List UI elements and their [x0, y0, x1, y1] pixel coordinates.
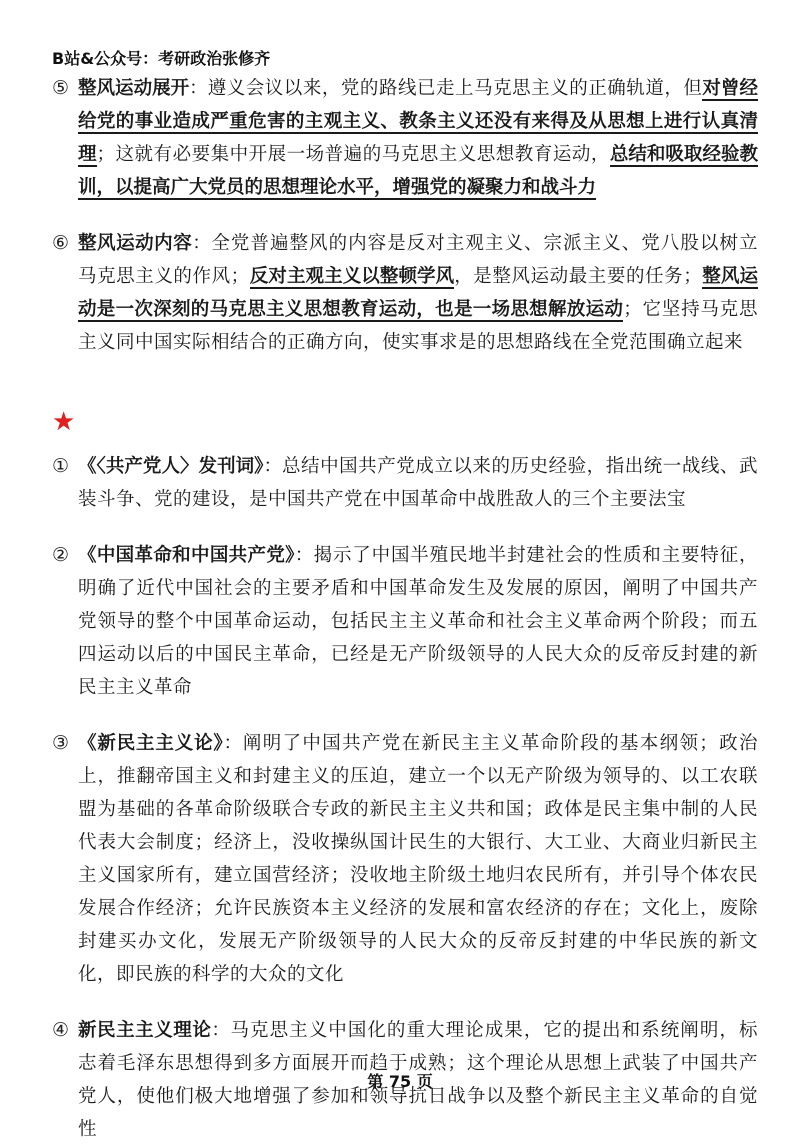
- body-text: 揭示了中国半殖民地半封建社会的性质和主要特征，明确了近代中国社会的主要矛盾和中国革命发生及发展的原因，阐明了中国共产党领导的整个中国革命运动，包括民主主义革命和社会主义革命两个阶段；而五四运动以后的中国民主革命，已经是无产阶级领导的人民大众的反帝反封建的新民主主义革命: [78, 545, 758, 698]
- page-content: [52, 72, 758, 1146]
- item-number: ⑥: [52, 232, 70, 254]
- item-title: 《新民主主义论》: [78, 733, 224, 754]
- body-text: 阐明了中国共产党在新民主主义革命阶段的基本纲领；政治上，推翻帝国主义和封建主义的压迫，建立一个以无产阶级为领导的、以工农联盟为基础的各革命阶级联合专政的新民主主义共和国；政体是民主集中制的人民代表大会制度；经济上，没收操纵国计民生的大银行、大工业、大商业归新民主主义国家所有，建立国营经济；没收地主阶级土地归农民所有，并引导个体农民发展合作经济；允许民族资本主义经济的发展和富农经济的存在；文化上，废除封建买办文化，发展无产阶级领导的人民大众的反帝反封建的中华民族的新文化，即民族的科学的大众的文化: [78, 733, 758, 985]
- body-text: ；它坚持马克思主义同中国实际相结合的正确方向，使实事求是的思想路线在全党范围确立起来: [78, 299, 758, 353]
- body-text: 总结中国共产党成立以来的历史经验，指出统一战线、武装斗争、党的建设，是中国共产党在中国革命中战胜敌人的三个主要法宝: [78, 456, 758, 510]
- item-number: ③: [52, 732, 70, 754]
- colon: ：: [223, 733, 243, 754]
- item-communist-foreword: [52, 450, 758, 516]
- colon: ：: [263, 456, 282, 477]
- item-new-democracy-essay: [52, 727, 758, 991]
- item-rectification-launch: [52, 72, 758, 204]
- item-number: ④: [52, 1019, 70, 1041]
- item-title: 新民主主义理论: [78, 1020, 212, 1041]
- page-number: 第 75 页: [367, 1072, 433, 1091]
- item-title: 整风运动内容: [78, 233, 193, 254]
- body-text: 全党普遍整风的内容是反对主观主义、宗派主义、党八股以树立马克思主义的作风；: [78, 233, 758, 287]
- item-number: ①: [52, 455, 70, 477]
- body-text: 遵义会议以来，党的路线已走上马克思主义的正确轨道，但: [207, 78, 703, 99]
- emphasis-text: 对曾经给党的事业造成严重危害的主观主义、教条主义还没有来得及从思想上进行认真清理: [78, 78, 758, 165]
- star-icon: ★: [52, 407, 76, 437]
- body-text: ，是整风运动最主要的任务；: [454, 266, 703, 287]
- body-text: ；这就有必要集中开展一场普遍的马克思主义思想教育运动，: [96, 144, 610, 165]
- colon: ：: [192, 233, 212, 254]
- item-title: 《中国革命和中国共产党》: [78, 545, 295, 566]
- item-number: ⑤: [52, 77, 70, 99]
- item-title: 《〈共产党人〉发刊词》: [78, 456, 264, 477]
- item-title: 整风运动展开: [78, 78, 190, 99]
- source-header: B站&公众号：考研政治张修齐: [52, 49, 271, 68]
- emphasis-text: 反对主观主义以整顿学风: [249, 266, 455, 287]
- emphasis-text: 总结和吸取经验教训，以提高广大党员的思想理论水平，增强党的凝聚力和战斗力: [78, 144, 758, 198]
- item-number: ②: [52, 544, 70, 566]
- colon: ：: [189, 78, 208, 99]
- body-text: 马克思主义中国化的重大理论成果，它的提出和系统阐明，标志着毛泽东思想得到多方面展开而趋于成熟；这个理论从思想上武装了中国共产党人，使他们极大地增强了参加和领导抗日战争以及整个新民主主义革命的自觉性: [78, 1020, 758, 1140]
- item-chinese-revolution: [52, 539, 758, 704]
- colon: ：: [294, 545, 314, 566]
- item-rectification-content: [52, 227, 758, 359]
- colon: ：: [211, 1020, 231, 1041]
- emphasis-text: 整风运动是一次深刻的马克思主义思想教育运动，也是一场思想解放运动: [78, 266, 758, 320]
